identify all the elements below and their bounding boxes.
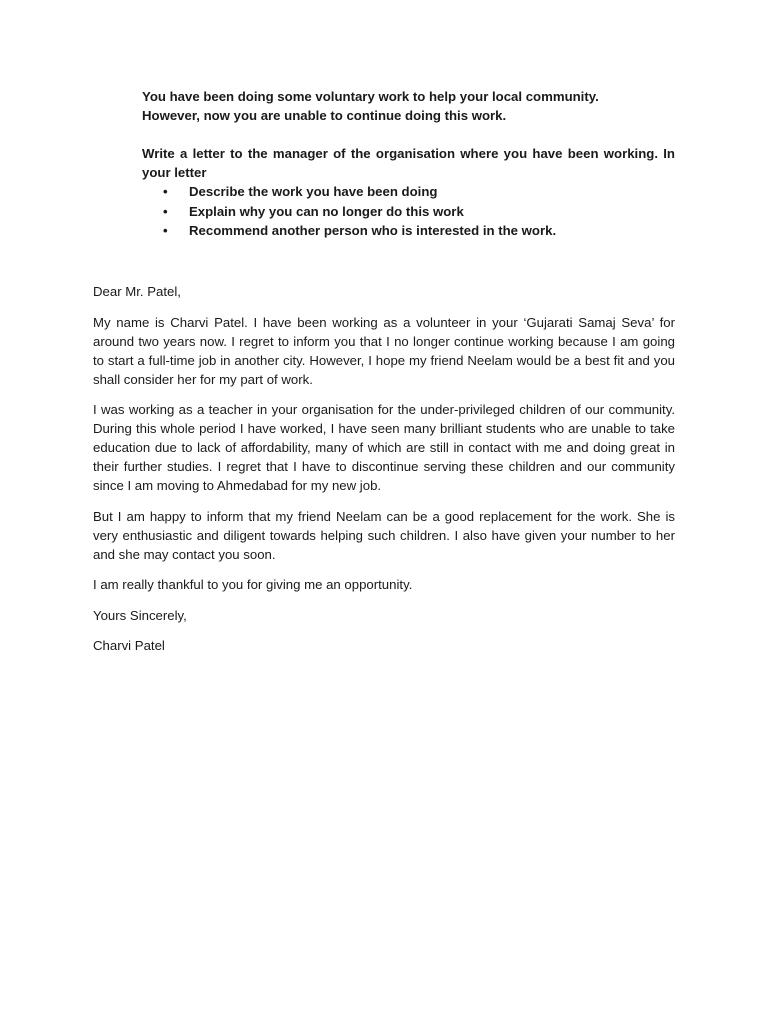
task-line-2: However, now you are unable to continue doing this work. xyxy=(142,108,507,123)
letter-closing: Yours Sincerely, xyxy=(93,607,187,623)
task-instruction: Write a letter to the manager of the organisation where you have been working. In your letter xyxy=(142,146,675,180)
list-item xyxy=(142,182,675,202)
bullet-text: Describe the work you have been doing xyxy=(189,184,438,199)
letter-paragraph: My name is Charvi Patel. I have been working as a volunteer in your ‘Gujarati Samaj Seva’ for around two years now. I regret to inform you that I no longer continue working because I am going to start a full-time job in another city. However, I hope my friend Neelam would be a best fit and you shall consider her for my part of work. xyxy=(93,314,675,387)
letter-paragraph: But I am happy to inform that my friend Neelam can be a good replacement for the work. She is very enthusiastic and diligent towards helping such children. I also have given your number to her and she may contact you soon. xyxy=(93,508,675,562)
task-bullet-list xyxy=(142,182,675,241)
bullet-icon: • xyxy=(163,203,168,219)
list-item xyxy=(142,221,675,241)
bullet-text: Recommend another person who is interested in the work. xyxy=(189,223,557,238)
letter-signature: Charvi Patel xyxy=(93,638,165,653)
task-prompt-block xyxy=(142,87,675,241)
letter-salutation: Dear Mr. Patel, xyxy=(93,284,181,299)
bullet-icon: • xyxy=(163,184,168,199)
list-item xyxy=(142,202,675,222)
letter-paragraph: I am really thankful to you for giving me an opportunity. xyxy=(93,577,413,592)
letter-paragraph: I was working as a teacher in your organisation for the under-privileged children of our community. During this whole period I have worked, I have seen many brilliant students who are unable to take education due to lack of affordability, many of which are still in contact with me and doing great in their further studies. I regret that I have to discontinue serving these children and our community since I am moving to Ahmedabad for my new job. xyxy=(93,402,675,493)
bullet-text: Explain why you can no longer do this work xyxy=(189,203,464,219)
bullet-icon: • xyxy=(163,223,168,238)
letter-body xyxy=(93,282,675,667)
task-line-1: You have been doing some voluntary work to help your local community. xyxy=(142,89,599,104)
